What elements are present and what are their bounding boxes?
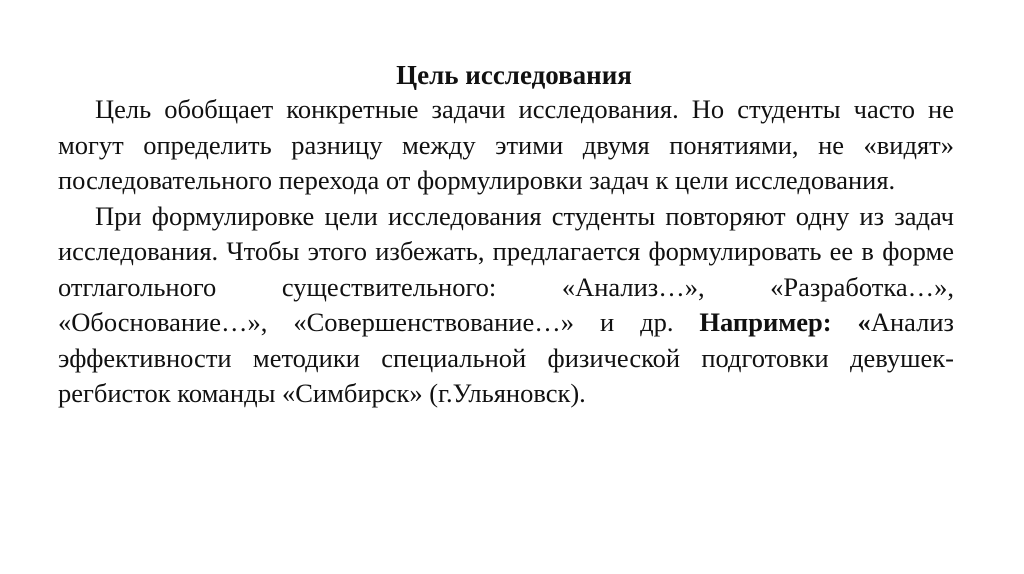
example-label: Например: «	[699, 307, 871, 337]
paragraph-1: Цель обобщает конкретные задачи исследования. Но студенты часто не могут определить разницу между этими двумя понятиями, не «видят» последовательного перехода от формулировки задач к цели исследования.	[58, 94, 954, 195]
slide-title: Цель исследования	[396, 60, 632, 90]
paragraph-2-text-before: При формулировке цели исследования студенты повторяют одну из задач исследования. Чтобы этого избежать, предлагается формулировать ее в форме отглагольного существительного: «Анализ…», «Разработка…», «Обоснование…», «Совершенствование…» и др.	[58, 200, 954, 337]
paragraph-2-text-after: Анализ эффективности методики специальной физической подготовки девушек-регбисток команды «Симбирск» (г.Ульяновск).	[58, 307, 955, 408]
slide-content	[58, 58, 954, 412]
paragraph-2	[58, 199, 954, 412]
